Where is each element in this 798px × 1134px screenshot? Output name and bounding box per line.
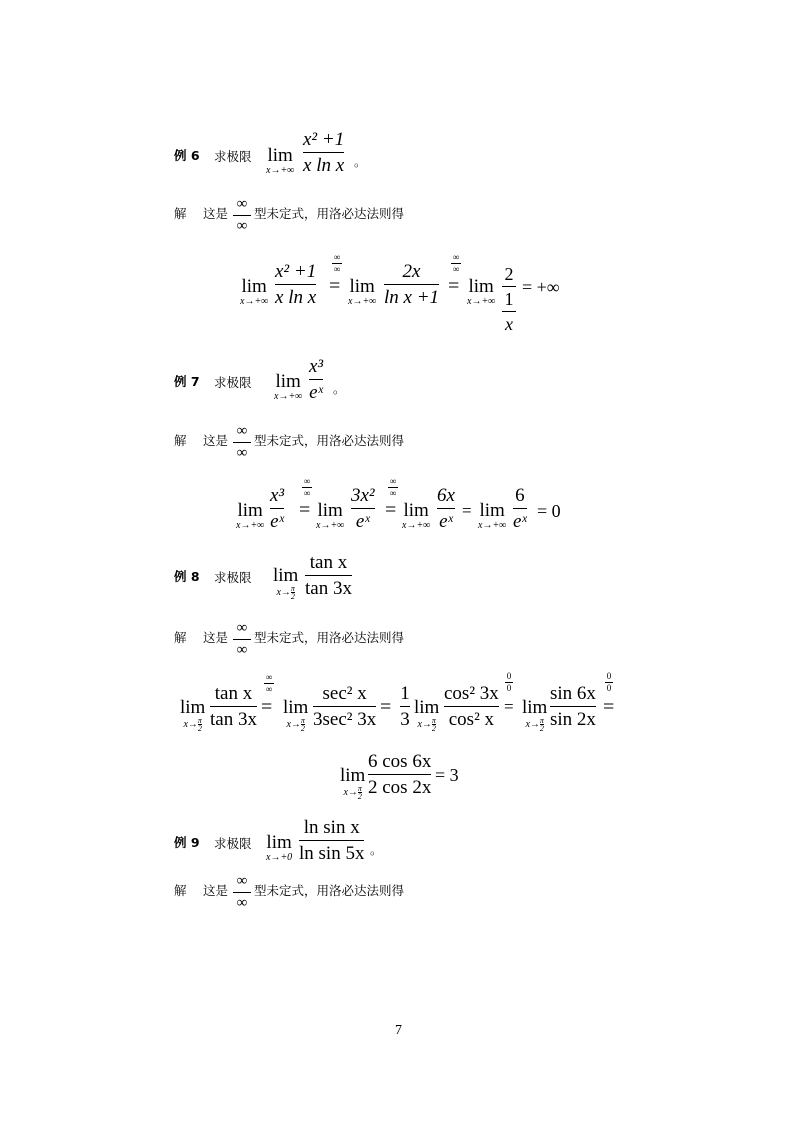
x-arrow: x→ (286, 718, 301, 730)
type-numerator: ∞ (236, 196, 248, 212)
lim-subscript (273, 585, 298, 600)
d7-limit-1 (236, 501, 264, 532)
ov-den: ∞ (303, 488, 311, 498)
solution-9-label: 解 (174, 883, 187, 898)
ov-den: 0 (606, 683, 612, 693)
d8-zero-over-zero-2 (605, 672, 613, 693)
lim-subscript (180, 717, 205, 732)
pi-over-2 (540, 717, 544, 732)
denominator: eˣ (439, 511, 453, 532)
solution-7-post: 型未定式，用洛必达法则得 (254, 433, 405, 448)
example-7-limit (274, 372, 302, 403)
fraction-bar (513, 508, 527, 509)
d8-eq-3: = (504, 697, 514, 716)
d7-inf-over-inf-2 (388, 477, 398, 498)
d8-coefficient (400, 684, 410, 729)
d6-limit-3 (467, 277, 495, 308)
d7-fraction-2 (351, 486, 375, 531)
ov-den: ∞ (333, 264, 341, 274)
ov-den: ∞ (389, 488, 397, 498)
example-9-prompt: 求极限 (214, 836, 252, 851)
lim-subscript (414, 717, 439, 732)
solution-8-pre: 这是 (203, 630, 229, 645)
numerator: x² +1 (303, 129, 345, 150)
x-arrow: x→ (525, 718, 540, 730)
fraction-bar (275, 284, 316, 285)
lim-word: lim (237, 500, 263, 521)
fraction-bar (437, 508, 455, 509)
two: 2 (431, 724, 436, 734)
page-number: 7 (395, 1023, 402, 1038)
d8-fraction-2 (313, 684, 376, 729)
d7-fraction-3 (437, 486, 455, 531)
d6-eq-1: = (329, 275, 341, 297)
pi-over-2 (358, 785, 362, 800)
fraction-bar (303, 152, 344, 153)
x-arrow: x→ (183, 718, 198, 730)
fraction-bar (550, 706, 596, 707)
denominator: 1 (504, 289, 514, 309)
solution-9-pre: 这是 (203, 883, 229, 898)
fraction-bar (400, 706, 410, 707)
solution-6-post: 型未定式，用洛必达法则得 (254, 206, 405, 221)
d6-fraction-2 (384, 262, 439, 307)
lim-subscript (522, 717, 547, 732)
solution-8-label: 解 (174, 630, 187, 645)
d6-limit-2 (348, 277, 376, 308)
x-arrow: x→ (417, 718, 432, 730)
denominator: ln sin 5x (299, 843, 365, 864)
ov-num: ∞ (303, 476, 311, 486)
type-denominator: ∞ (236, 218, 248, 234)
example-6-end: 。 (354, 154, 367, 169)
lim-word: lim (468, 276, 494, 297)
solution-6-label: 解 (174, 206, 187, 221)
fraction-bar (210, 706, 257, 707)
solution-7-pre: 这是 (203, 433, 229, 448)
denominator: ln x +1 (384, 287, 440, 308)
ov-num: ∞ (389, 476, 397, 486)
inner-fraction-bar (502, 311, 516, 312)
d6-limit-1 (240, 277, 268, 308)
fraction-bar (233, 639, 251, 640)
pi: π (431, 716, 436, 725)
d6-result: = +∞ (522, 277, 560, 297)
numerator: ln sin x (303, 817, 360, 838)
numerator: 3x² (351, 485, 375, 506)
example-9-label: 例 9 (174, 835, 200, 850)
lim-word: lim (267, 145, 293, 166)
lim-word: lim (414, 697, 440, 718)
example-8-fraction (305, 553, 352, 598)
numerator: x³ (309, 356, 324, 377)
lim-word: lim (273, 565, 299, 586)
solution-7-label: 解 (174, 433, 187, 448)
numerator: tan x (309, 552, 348, 573)
solution-7-type-fraction (233, 424, 251, 461)
numerator: 1 (400, 683, 410, 704)
solution-6-type-fraction (233, 197, 251, 234)
lim-subscript: x→+∞ (266, 165, 295, 176)
numerator: x³ (270, 485, 285, 506)
denominator: eˣ (309, 382, 323, 403)
d8-eq-1: = (261, 696, 273, 718)
d7-eq-2: = (385, 499, 397, 521)
numerator: 6x (437, 485, 455, 506)
denominator: eˣ (355, 511, 370, 532)
lim-subscript: x→+∞ (236, 520, 265, 531)
example-7-fraction (309, 357, 323, 402)
two: 2 (197, 724, 202, 734)
solution-9-type-fraction (233, 874, 251, 911)
d6-eq-2: = (448, 275, 460, 297)
denominator: sin 2x (550, 709, 596, 730)
ov-den: ∞ (452, 264, 460, 274)
denominator: 3sec² 3x (313, 709, 377, 730)
d7-fraction-1 (270, 486, 284, 531)
ov-num: ∞ (452, 252, 460, 262)
d7-limit-4 (478, 501, 506, 532)
d8-limit-1 (180, 698, 205, 732)
pi: π (539, 716, 544, 725)
numerator: 2x (402, 261, 421, 282)
lim-word: lim (340, 765, 366, 786)
denominator: tan 3x (305, 578, 352, 599)
lim-word: lim (180, 697, 206, 718)
d8-limit-4 (522, 698, 547, 732)
pi: π (357, 784, 362, 793)
fraction-bar (444, 706, 499, 707)
type-numerator: ∞ (236, 423, 248, 439)
two: 2 (539, 724, 544, 734)
lim-subscript: x→+∞ (274, 391, 303, 402)
d6-inf-over-inf-1 (332, 253, 342, 274)
example-6-limit (266, 146, 294, 177)
lim-subscript: x→+∞ (402, 520, 431, 531)
type-denominator: ∞ (236, 642, 248, 658)
lim-subscript: x→+0 (266, 852, 293, 863)
d6-inf-over-inf-2 (451, 253, 461, 274)
numerator: 6 cos 6x (368, 751, 432, 772)
lim-subscript: x→+∞ (348, 296, 377, 307)
d7-limit-3 (402, 501, 430, 532)
fraction-bar (233, 215, 251, 216)
numerator: x² +1 (275, 261, 317, 282)
numerator: 2 (504, 264, 514, 284)
pi: π (300, 716, 305, 725)
lim-word: lim (349, 276, 375, 297)
ov-den: ∞ (265, 684, 273, 694)
type-numerator: ∞ (236, 873, 248, 889)
example-6-label: 例 6 (174, 148, 200, 163)
d8-eq-2: = (380, 696, 392, 718)
ov-den: 0 (506, 683, 512, 693)
d8-limit-2 (283, 698, 308, 732)
example-8-limit (273, 566, 298, 600)
lim-word: lim (403, 500, 429, 521)
d8-limit-5 (340, 766, 365, 800)
solution-8-post: 型未定式，用洛必达法则得 (254, 630, 405, 645)
d7-fraction-4 (513, 486, 527, 531)
d8-fraction-5 (368, 752, 431, 797)
d8-limit-3 (414, 698, 439, 732)
d8-eq-4: = (603, 696, 615, 718)
two: 2 (290, 592, 295, 602)
denominator: 2 cos 2x (368, 777, 432, 798)
lim-subscript: x→+∞ (478, 520, 507, 531)
fraction-bar (233, 892, 251, 893)
type-numerator: ∞ (236, 620, 248, 636)
solution-9-post: 型未定式，用洛必达法则得 (254, 883, 405, 898)
ov-num: 0 (606, 671, 612, 681)
lim-word: lim (241, 276, 267, 297)
lim-subscript: x→+∞ (316, 520, 345, 531)
example-7-prompt: 求极限 (214, 375, 252, 390)
lim-word: lim (479, 500, 505, 521)
pi-over-2 (291, 585, 295, 600)
x-arrow: x→ (343, 786, 358, 798)
fraction-bar (299, 840, 364, 841)
d8-result: = 3 (435, 765, 459, 785)
denominator: 3 (400, 709, 410, 730)
fraction-bar (351, 508, 375, 509)
d6-fraction-3 (502, 265, 516, 333)
numerator: sin 6x (550, 683, 596, 704)
lim-word: lim (283, 697, 309, 718)
example-7-label: 例 7 (174, 374, 200, 389)
x-arrow: x→ (276, 586, 291, 598)
lim-subscript (340, 785, 365, 800)
example-6-fraction (303, 130, 344, 175)
fraction-bar (384, 284, 439, 285)
d7-eq-1: = (299, 499, 311, 521)
d8-zero-over-zero-1 (505, 672, 513, 693)
denominator: cos² x (448, 709, 495, 730)
d7-eq-3: = (462, 501, 472, 520)
numerator: sec² x (322, 683, 367, 704)
solution-6-pre: 这是 (203, 206, 229, 221)
solution-8-type-fraction (233, 621, 251, 658)
lim-subscript: x→+∞ (467, 296, 496, 307)
denominator: eˣ (270, 511, 284, 532)
d7-limit-2 (316, 501, 344, 532)
denominator: x ln x (275, 287, 317, 308)
d7-result: = 0 (537, 501, 561, 521)
example-9-limit (266, 833, 292, 864)
pi-over-2 (301, 717, 305, 732)
fraction-bar (368, 774, 431, 775)
lim-subscript (283, 717, 308, 732)
example-8-prompt: 求极限 (214, 570, 252, 585)
ov-num: 0 (506, 671, 512, 681)
ov-num: ∞ (265, 672, 273, 682)
numerator: tan x (214, 683, 253, 704)
pi-over-2 (432, 717, 436, 732)
example-9-fraction (299, 818, 364, 863)
example-6-prompt: 求极限 (214, 149, 252, 164)
lim-word: lim (522, 697, 548, 718)
example-8-label: 例 8 (174, 569, 200, 584)
example-7-end: 。 (333, 381, 346, 396)
fraction-bar (233, 442, 251, 443)
numerator: cos² 3x (444, 683, 499, 704)
lim-subscript: x→+∞ (240, 296, 269, 307)
fraction-bar (305, 575, 352, 576)
type-denominator: ∞ (236, 895, 248, 911)
d6-fraction-1 (275, 262, 316, 307)
fraction-bar (309, 379, 323, 380)
d8-fraction-3 (444, 684, 499, 729)
numerator: 6 (515, 485, 525, 506)
two: 2 (357, 792, 362, 802)
fraction-bar (270, 508, 284, 509)
lim-word: lim (317, 500, 343, 521)
d8-inf-over-inf (264, 673, 274, 694)
two: 2 (300, 724, 305, 734)
denominator: eˣ (513, 511, 527, 532)
fraction-bar (502, 286, 516, 287)
d8-fraction-4 (550, 684, 596, 729)
denominator: x ln x (303, 155, 345, 176)
d8-fraction-1 (210, 684, 257, 729)
pi: π (290, 584, 295, 593)
fraction-bar (313, 706, 376, 707)
lim-word: lim (275, 371, 301, 392)
pi-over-2 (198, 717, 202, 732)
pi: π (197, 716, 202, 725)
d7-inf-over-inf-1 (302, 477, 312, 498)
denominator: tan 3x (210, 709, 257, 730)
example-9-end: 。 (370, 842, 383, 857)
ov-num: ∞ (333, 252, 341, 262)
type-denominator: ∞ (236, 445, 248, 461)
inner-denominator: x (505, 314, 513, 334)
lim-word: lim (266, 832, 292, 853)
